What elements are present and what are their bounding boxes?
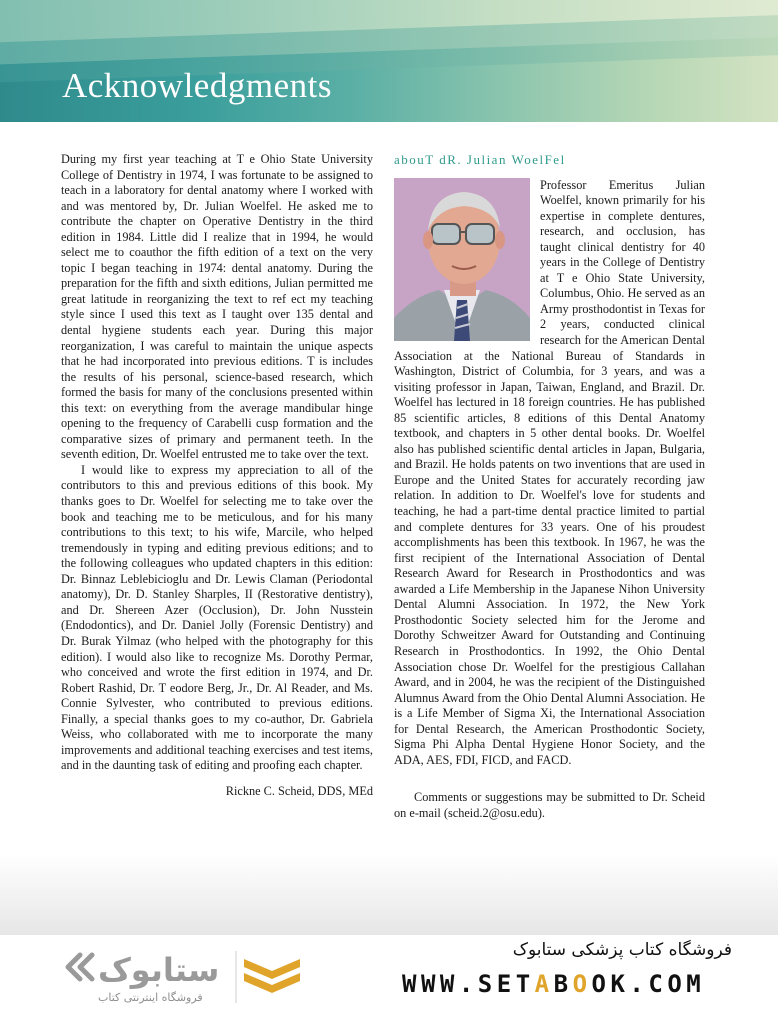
url-part-4: O: [572, 970, 592, 998]
acknowledgment-paragraph-1: During my first year teaching at T e Ohio State University College of Dentistry in 1974, I was fortunate to be assigned to teach in a laboratory for dental anatomy where I worked with and was mentored by, Dr. Julian Woelfel. He asked me to contribute the chapter on Operative Dentistry in the third edition in 1984. Little did I realize that in 1994, he would select me to coauthor the fifth edition of a text on the very topic I began teaching in 1974: dental anatomy. During the preparation for the fifth and sixth editions, Julian permitted me great latitude in reorganizing the text to ref ect my teaching style since I used this text as I taught over 135 dental and dental hygiene students each year. During this major reorganization, I was careful to maintain the unique aspects that he had incorporated into previous editions. T is includes the results of his personal, science-based research, which formed the basis for many of the conclusions presented within this text: on everything from the average mandibular hinge opening to the frequency of Carabelli cusp formation and the comparative sizes of primary and permanent teeth. In the seventh edition, Dr. Woelfel entrusted me to take over the text.: [61, 152, 373, 462]
store-url[interactable]: [402, 970, 738, 998]
setabook-logo[interactable]: [58, 945, 308, 1007]
left-column: [61, 152, 373, 799]
acknowledgment-paragraph-2: I would like to express my appreciation to all of the contributors to this and previous editions of this book. My thanks goes to Dr. Woelfel for selecting me to take over the book and teaching me to be meticulous, and for his many contributions to this text; to his wife, Marcile, who helped tremendously in typing and editing previous editions; and to the following colleagues who updated chapters in this edition: Dr. Binnaz Leblebicioglu and Dr. Lewis Claman (Periodontal anatomy), Dr. D. Stanley Sharples, II (Restorative dentistry), and Dr. Shereen Azer (Occlusion), Dr. John Nusstein (Endodontics), and Dr. Daniel Jolly (Forensic Dentistry) and Dr. Burak Yilmaz (who helped with the photography for this edition). I would also like to recognize Ms. Dorothy Permar, who conceived and wrote the first edition in 1974, and Dr. Robert Rashid, Dr. T eodore Berg, Jr., Dr. Al Reader, and Ms. Connie Sylvester, who contributed to previous editions. Finally, a special thanks goes to my co-author, Dr. Gabriela Weiss, who collaborated with me to incorporate the many improvements and additional teaching exercises and test items, and in the daunting task of editing and proofing each chapter.: [61, 462, 373, 773]
url-part-1: WWW.SET: [402, 970, 535, 998]
url-part-2: A: [534, 970, 554, 998]
url-part-5: OK.COM: [591, 970, 706, 998]
logo-subtitle: فروشگاه اینترنتی کتاب: [98, 991, 203, 1004]
comments-note: Comments or suggestions may be submitted to Dr. Scheid on e-mail (scheid.2@osu.edu).: [394, 790, 705, 820]
header-banner: [0, 0, 778, 122]
about-heading: abouT dR. Julian WoelFel: [394, 152, 566, 167]
author-biography: Professor Emeritus Julian Woelfel, known primarily for his expertise in complete dentures, research, and occlusion, has taught clinical dentistry for 40 years in the College of Dentistry at T e Ohio State University, Columbus, Ohio. He served as an Army prosthodontist in Texas for 2 years, conducted clinical research for the American Dental Association at the National Bureau of Standards in Washington, District of Columbia, for 3 years, and was a visiting professor in Japan, Taiwan, England, and Brazil. Dr. Woelfel has lectured in 18 foreign countries. He has published 85 scientific articles, 8 editions of this Dental Anatomy textbook, and chapters in 5 other dental books. Dr. Woelfel also has published scientific dental articles in Japan, Bulgaria, and Brazil. He holds patents on two inventions that are used in Europe and the United States for accurately recording jaw relation. In addition to Dr. Woelfel's love for students and teaching, he had a part-time dental practice limited to partial and complete dentures for 33 years. One of his proudest accomplishments has been this textbook. In 1967, he was the first recipient of the International Association of Dental Research Award for Research in Prosthodontics and was awarded a Life Membership in the Japanese Nihon University Dental Alumni Association. In 1972, the New York Prosthodontic Society selected him for the Jerome and Dorothy Schweitzer Award for Outstanding and Continuing Research in Prosthodontics. In 1992, the Ohio Dental Association chose Dr. Woelfel for the prestigious Callahan Award, and in 2004, he was the recipient of the Distinguished Alumnus Award from the Ohio Dental Alumni Association. He is a Life Member of Sigma Xi, the International Association for Dental Research, the American Prosthodontic Society, Sigma Phi Alpha Dental Hygiene Honor Society, and the ADA, AES, FDI, FICD, and FACD.: [394, 177, 705, 767]
page-title: Acknowledgments: [62, 66, 332, 105]
author-portrait-photo: [394, 178, 530, 341]
logo-text: ستابوک: [98, 951, 220, 989]
setabook-logo-graphic: [58, 945, 308, 1007]
author-signature: Rickne C. Scheid, DDS, MEd: [225, 783, 373, 798]
book-icon: [244, 959, 300, 993]
url-part-3: B: [553, 970, 573, 998]
footer-fade: [0, 855, 778, 935]
portrait-illustration: [394, 178, 530, 341]
right-column: [394, 152, 705, 821]
store-name: فروشگاه کتاب پزشکی ستابوک: [512, 940, 732, 960]
